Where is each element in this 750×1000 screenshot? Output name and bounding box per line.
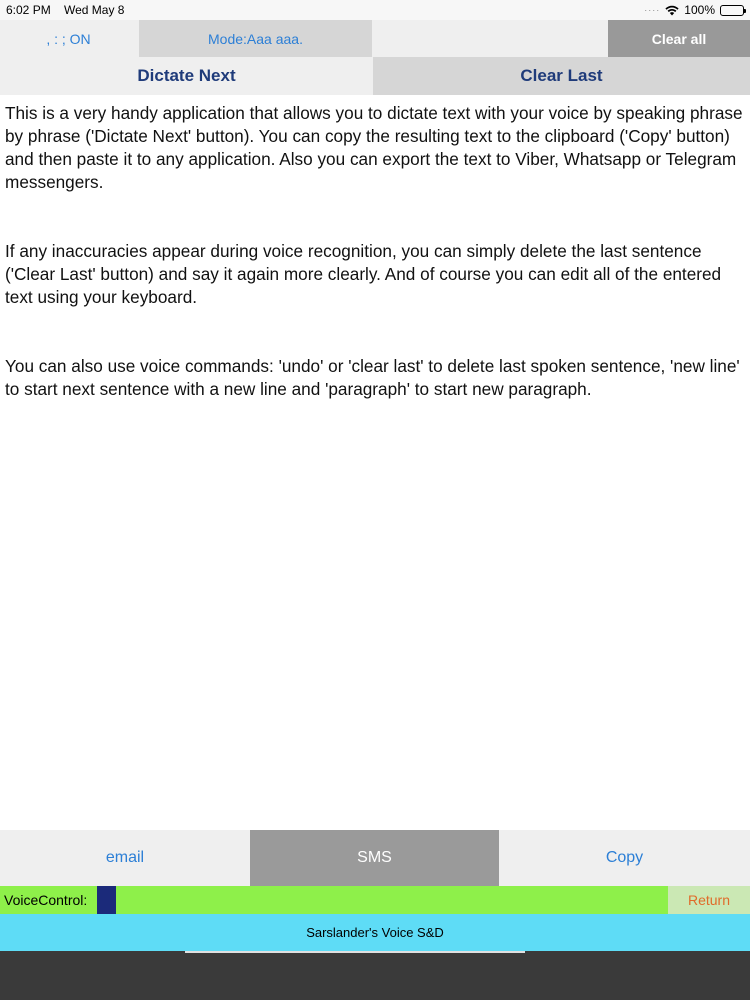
status-right-group	[644, 3, 744, 17]
text-paragraph: If any inaccuracies appear during voice recognition, you can simply delete the last sentence ('Clear Last' button) and say it again more clearly. And of course you can edit all of the entered text using your keyboard.	[5, 241, 722, 307]
divider	[185, 951, 525, 953]
status-time: 6:02 PM	[6, 3, 51, 17]
wifi-icon	[665, 5, 679, 16]
battery-percent: 100%	[684, 3, 715, 17]
dictation-text-area[interactable]	[0, 95, 750, 830]
text-paragraph: This is a very handy application that allows you to dictate text with your voice by speaking phrase by phrase ('Dictate Next' button). You can copy the resulting text to the clipboard ('Copy' button) and then paste it to any application. Also you can export the text to Viber, Whatsapp or Telegram messengers.	[5, 103, 743, 192]
dictate-next-button[interactable]: Dictate Next	[0, 57, 373, 95]
punctuation-toggle-button[interactable]: , : ; ON	[46, 30, 91, 47]
clear-last-button[interactable]: Clear Last	[373, 57, 750, 95]
copy-button[interactable]: Copy	[499, 830, 750, 886]
voice-level-indicator	[97, 886, 116, 914]
status-date: Wed May 8	[64, 3, 125, 17]
clear-all-button[interactable]: Clear all	[608, 20, 750, 57]
text-paragraph: You can also use voice commands: 'undo' or 'clear last' to delete last spoken sentence, 'new line' to start next sentence with a new line and 'paragraph' to start new paragraph.	[5, 356, 740, 399]
email-button[interactable]: email	[0, 830, 250, 886]
return-button[interactable]: Return	[668, 886, 750, 914]
voice-control-bar	[0, 886, 750, 914]
voice-control-input[interactable]	[117, 886, 667, 914]
mode-button[interactable]: Mode:Aaa aaa.	[139, 20, 372, 57]
sms-button[interactable]: SMS	[250, 830, 499, 886]
status-bar	[0, 0, 750, 20]
share-toolbar	[0, 830, 750, 886]
voice-control-label: VoiceControl:	[4, 892, 88, 908]
bottom-dark-area	[0, 951, 750, 1000]
action-toolbar	[0, 57, 750, 95]
top-toolbar	[0, 20, 750, 57]
battery-icon	[720, 5, 744, 16]
app-banner[interactable]: Sarslander's Voice S&D	[0, 914, 750, 951]
signal-dots-icon: ····	[644, 5, 661, 15]
